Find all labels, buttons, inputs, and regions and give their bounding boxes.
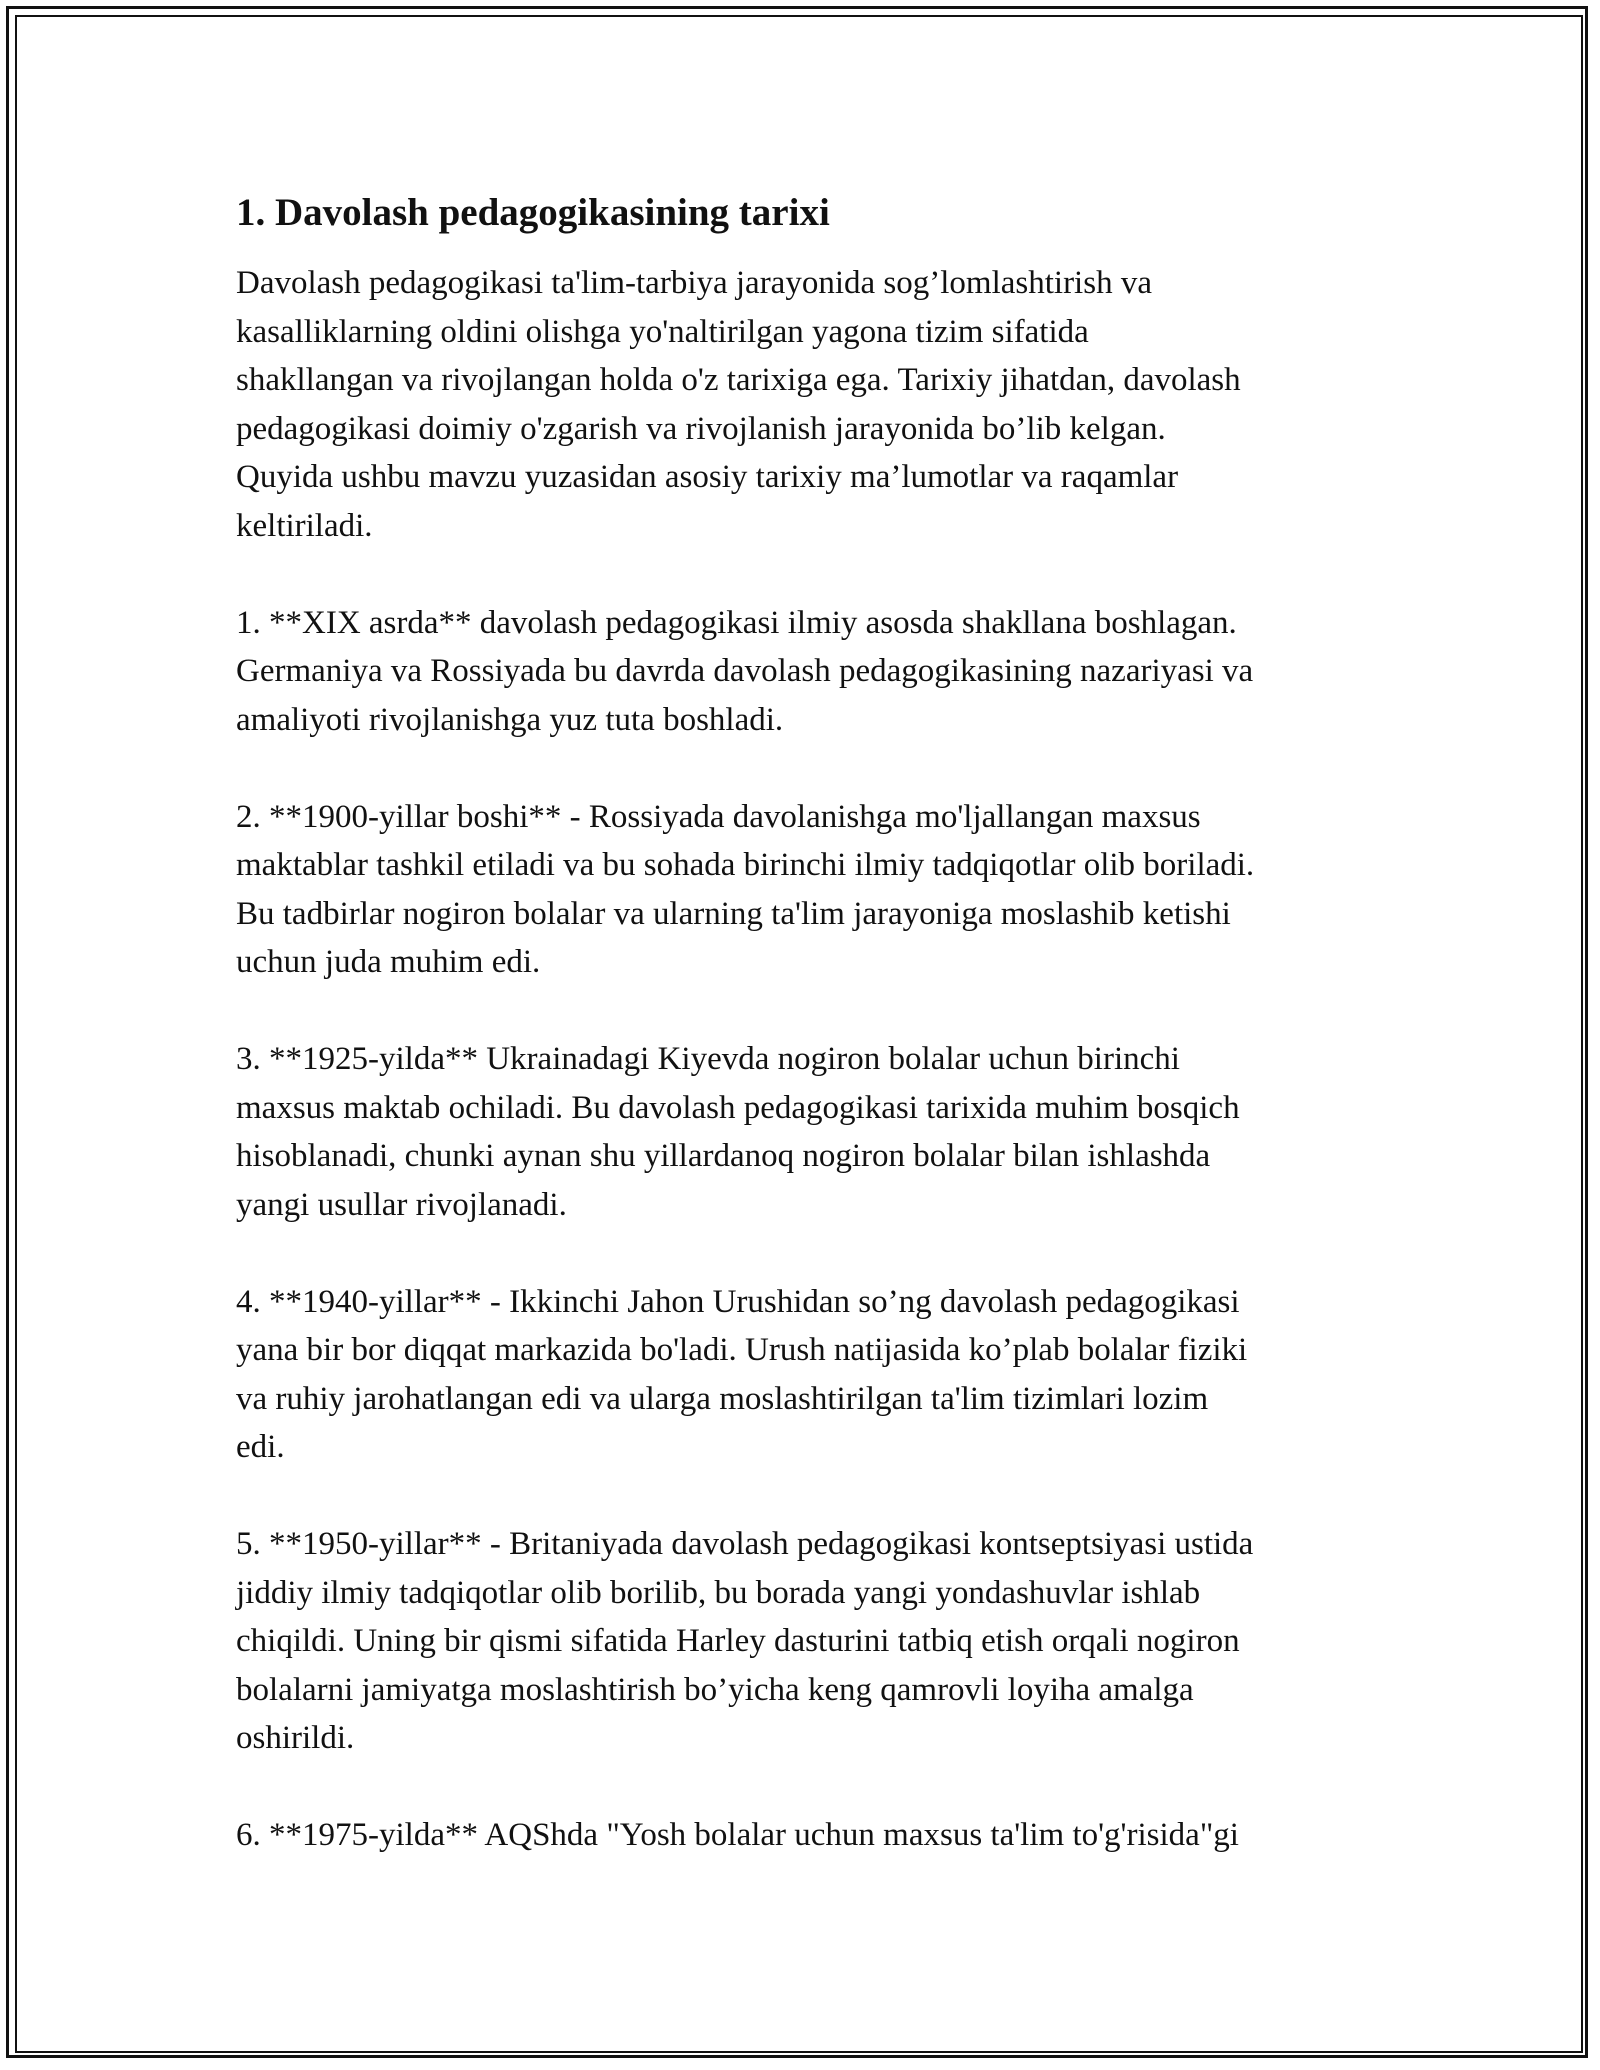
document-body <box>236 183 1396 1860</box>
list-item-5: 5. **1950-yillar** - Britaniyada davolash pedagogikasi kontseptsiyasi ustida jiddiy ilmiy tadqiqotlar olib borilib, bu borada yangi yondashuvlar ishlab chiqildi. Uning bir qismi sifatida Harley dasturini tatbiq etish orqali nogiron bolalarni jamiyatga moslashtirish bo’yicha keng qamrovli loyiha amalga oshirildi. <box>236 1526 1254 1756</box>
intro-paragraph: Davolash pedagogikasi ta'lim-tarbiya jarayonida sog’lomlashtirish va kasalliklarning oldini olishga yo'naltirilgan yagona tizim sifatida shakllangan va rivojlangan holda o'z tarixiga ega. Tarixiy jihatdan, davolash pedagogikasi doimiy o'zgarish va rivojlanish jarayonida bo’lib kelgan. Quyida ushbu mavzu yuzasidan asosiy tarixiy ma’lumotlar va raqamlar keltiriladi. <box>236 265 1241 544</box>
list-item-1: 1. **XIX asrda** davolash pedagogikasi ilmiy asosda shakllana boshlagan. Germaniya va Rossiyada bu davrda davolash pedagogikasining nazariyasi va amaliyoti rivojlanishga yuz tuta boshladi. <box>236 604 1254 738</box>
document-title: 1. Davolash pedagogikasining tarixi <box>236 191 830 234</box>
list-item-3: 3. **1925-yilda** Ukrainadagi Kiyevda nogiron bolalar uchun birinchi maxsus maktab ochiladi. Bu davolash pedagogikasi tarixida muhim bosqich hisoblanadi, chunki aynan shu yillardanoq nogiron bolalar bilan ishlashda yangi usullar rivojlanadi. <box>236 1041 1240 1223</box>
list-item-6: 6. **1975-yilda** AQShda "Yosh bolalar uchun maxsus ta'lim to'g'risida"gi <box>236 1817 1239 1853</box>
list-item-2: 2. **1900-yillar boshi** - Rossiyada davolanishga mo'ljallangan maxsus maktablar tashkil etiladi va bu sohada birinchi ilmiy tadqiqotlar olib boriladi. Bu tadbirlar nogiron bolalar va ularning ta'lim jarayoniga moslashib ketishi uchun juda muhim edi. <box>236 798 1255 980</box>
list-item-4: 4. **1940-yillar** - Ikkinchi Jahon Urushidan so’ng davolash pedagogikasi yana bir bor diqqat markazida bo'ladi. Urush natijasida ko’plab bolalar fiziki va ruhiy jarohatlangan edi va ularga moslashtirilgan ta'lim tizimlari lozim edi. <box>236 1283 1248 1465</box>
